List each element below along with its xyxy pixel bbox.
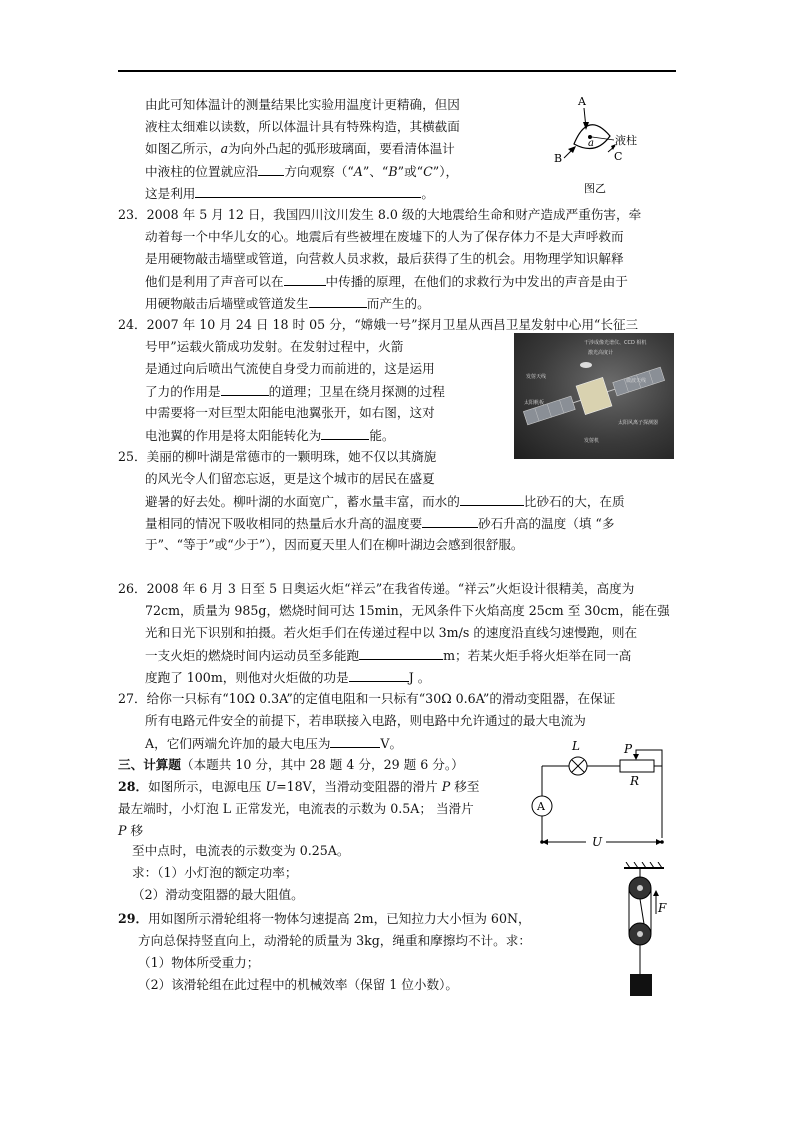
blank-q25-specific-heat[interactable] [460, 492, 524, 506]
blank-q23-vibration[interactable] [309, 294, 367, 308]
q22-line3: 如图乙所示，a为向外凸起的弧形玻璃面，要看清体温计 [145, 141, 455, 156]
q24-line5: 中需要将一对巨型太阳能电池翼张开，如右图，这对 [145, 405, 435, 420]
q22-line4: 中液柱的位置就应沿 方向观察（“A”、“B”或“C”）， [145, 164, 459, 179]
q25-line5: 于”、“等于”或“少于”），因而夏天里人们在柳叶湖边会感到很舒服。 [145, 537, 524, 552]
q28-line2: 最左端时，小灯泡 L 正常发光，电流表的示数为 0.5A； 当滑片 [118, 801, 474, 816]
q25-line2: 的风光令人们留恋忘返，更是这个城市的居民在盛夏 [145, 471, 435, 486]
label-U: U [592, 835, 603, 849]
weight-block [630, 974, 652, 996]
sat-label-4: 微波天线 [626, 378, 647, 384]
q24-line2: 号甲”运载火箭成功发射。在发射过程中，火箭 [145, 339, 404, 354]
q28-ask1: 求：（1）小灯泡的额定功率； [132, 865, 298, 880]
fig-label-a-var: a [588, 138, 594, 149]
q25-line3: 避暑的好去处。柳叶湖的水面宽广，蓄水量丰富，而水的 比砂石的大，在质 [145, 494, 625, 509]
fig-label-c: C [614, 150, 623, 163]
q26-line3: 光和日光下识别和拍摄。若火炬手们在传递过程中以 3m/s 的速度沿直线匀速慢跑，则在 [145, 625, 638, 640]
q24-line4: 了力的作用是 的道理；卫星在绕月探测的过程 [145, 384, 445, 399]
q23-line2: 动着每一个中华儿女的心。地震后有些被埋在废墟下的人为了保存体力不是大声呼救而 [145, 229, 624, 244]
label-R: R [630, 774, 640, 788]
q29-ask2: （2）该滑轮组在此过程中的机械效率（保留 1 位小数）。 [138, 977, 458, 992]
blank-q25-compare[interactable] [422, 514, 478, 528]
header-rule [118, 70, 676, 72]
satellite-photo [514, 333, 674, 459]
label-F: F [658, 901, 667, 915]
blank-q22-principle[interactable] [195, 184, 421, 198]
q24-line1: 24．2007 年 10 月 24 日 18 时 05 分，“嫦娥一号”探月卫星从西昌卫星发射中心用“长征三 [118, 317, 639, 332]
q22-line5: 这是利用 。 [145, 186, 434, 201]
rheostat-symbol [620, 760, 654, 772]
sat-label-6: 太阳风离子探测器 [618, 420, 659, 426]
q23-line4: 他们是利用了声音可以在 中传播的原理，在他们的求救行为中发出的声音是由于 [145, 274, 628, 289]
q27-line1: 27．给你一只标有“10Ω 0.3A”的定值电阻和一只标有“30Ω 0.6A”的滑动变阻器，在保证 [118, 691, 616, 706]
blank-q24-energy[interactable] [321, 426, 369, 440]
blank-q27-voltage[interactable] [330, 734, 380, 748]
fig-caption: 图乙 [584, 182, 606, 195]
q29-ask1: （1）物体所受重力； [138, 955, 260, 970]
circuit-diagram [522, 738, 682, 858]
q28-line4: 至中点时，电流表的示数变为 0.25A。 [132, 843, 350, 858]
fig-label-liquid: 液柱 [615, 134, 637, 147]
q26-line5: 度跑了 100m，则他对火炬做的功是 J 。 [145, 670, 431, 685]
q24-line6: 电池翼的作用是将太阳能转化为 能。 [145, 428, 395, 443]
q28-ask2: （2）滑动变阻器的最大阻值。 [132, 887, 304, 902]
label-P: P [624, 742, 633, 756]
sat-label-2: 激光高度计 [588, 350, 614, 356]
q27-line3: A，它们两端允许加的最大电压为 V。 [145, 736, 403, 751]
q22-line2: 液柱太细难以读数，所以体温计具有特殊构造，其横截面 [145, 119, 460, 134]
sat-label-1: 干涉成像光谱仪、CCD 相机 [584, 340, 647, 346]
label-A: A [537, 800, 545, 813]
sat-label-7: 发射机 [584, 438, 600, 444]
q25-line4: 量相同的情况下吸收相同的热量后水升高的温度要 砂石升高的温度（填 “多 [145, 516, 615, 531]
q25-line1: 25．美丽的柳叶湖是常德市的一颗明珠，她不仅以其旖旎 [118, 449, 437, 464]
blank-q26-distance[interactable] [359, 646, 443, 660]
q22-line1: 由此可知体温计的测量结果比实验用温度计更精确，但因 [145, 97, 460, 112]
q26-line1: 26．2008 年 6 月 3 日至 5 日奥运火炬“祥云”在我省传递。“祥云”火炬设计很精美，高度为 [118, 581, 635, 596]
sat-label-5: 太阳帆板 [524, 400, 545, 406]
q29-line2: 方向总保持竖直向上，动滑轮的质量为 3kg，绳重和摩擦均不计。求： [138, 933, 531, 948]
q26-line4: 一支火炬的燃烧时间内运动员至多能跑 m；若某火炬手将火炬举在同一高 [145, 648, 632, 663]
thermometer-cross-section-figure [548, 92, 648, 200]
fig-label-a-dir: A [578, 95, 586, 108]
q23-line3: 是用硬物敲击墙壁或管道，向营救人员求救，最后获得了生的机会。用物理学知识解释 [145, 251, 624, 266]
blank-q23-medium[interactable] [284, 272, 326, 286]
q28-line1: 28．如图所示，电源电压 U=18V，当滑动变阻器的滑片 P 移至 [118, 779, 480, 794]
q23-line1: 23．2008 年 5 月 12 日，我国四川汶川发生 8.0 级的大地震给生命和财产造成严重伤害，牵 [118, 207, 642, 222]
q27-line2: 所有电路元件安全的前提下，若串联接入电路，则电路中允许通过的最大电流为 [145, 713, 586, 728]
q29-line1: 29．用如图所示滑轮组将一物体匀速提高 2m，已知拉力大小恒为 60N， [118, 911, 531, 926]
q26-line2: 72cm，质量为 985g，燃烧时间可达 15min，无风条件下火焰高度 25cm 至 30cm，能在强 [145, 603, 670, 618]
blank-q22-direction[interactable] [258, 162, 284, 176]
q23-line5: 用硬物敲击后墙壁或管道发生 而产生的。 [145, 296, 430, 311]
blank-q26-work[interactable] [349, 668, 409, 682]
q28-line3: P 移 [118, 823, 144, 838]
label-L: L [572, 739, 580, 753]
fig-label-b: B [554, 152, 563, 165]
section3-heading: 三、计算题（本题共 10 分，其中 28 题 4 分，29 题 6 分。） [118, 757, 464, 772]
q24-line3: 是通过向后喷出气流使自身受力而前进的，这是运用 [145, 361, 435, 376]
sat-label-3: 发射天线 [526, 374, 547, 380]
blank-q24-force[interactable] [221, 382, 269, 396]
pulley-system-figure [612, 862, 672, 1002]
